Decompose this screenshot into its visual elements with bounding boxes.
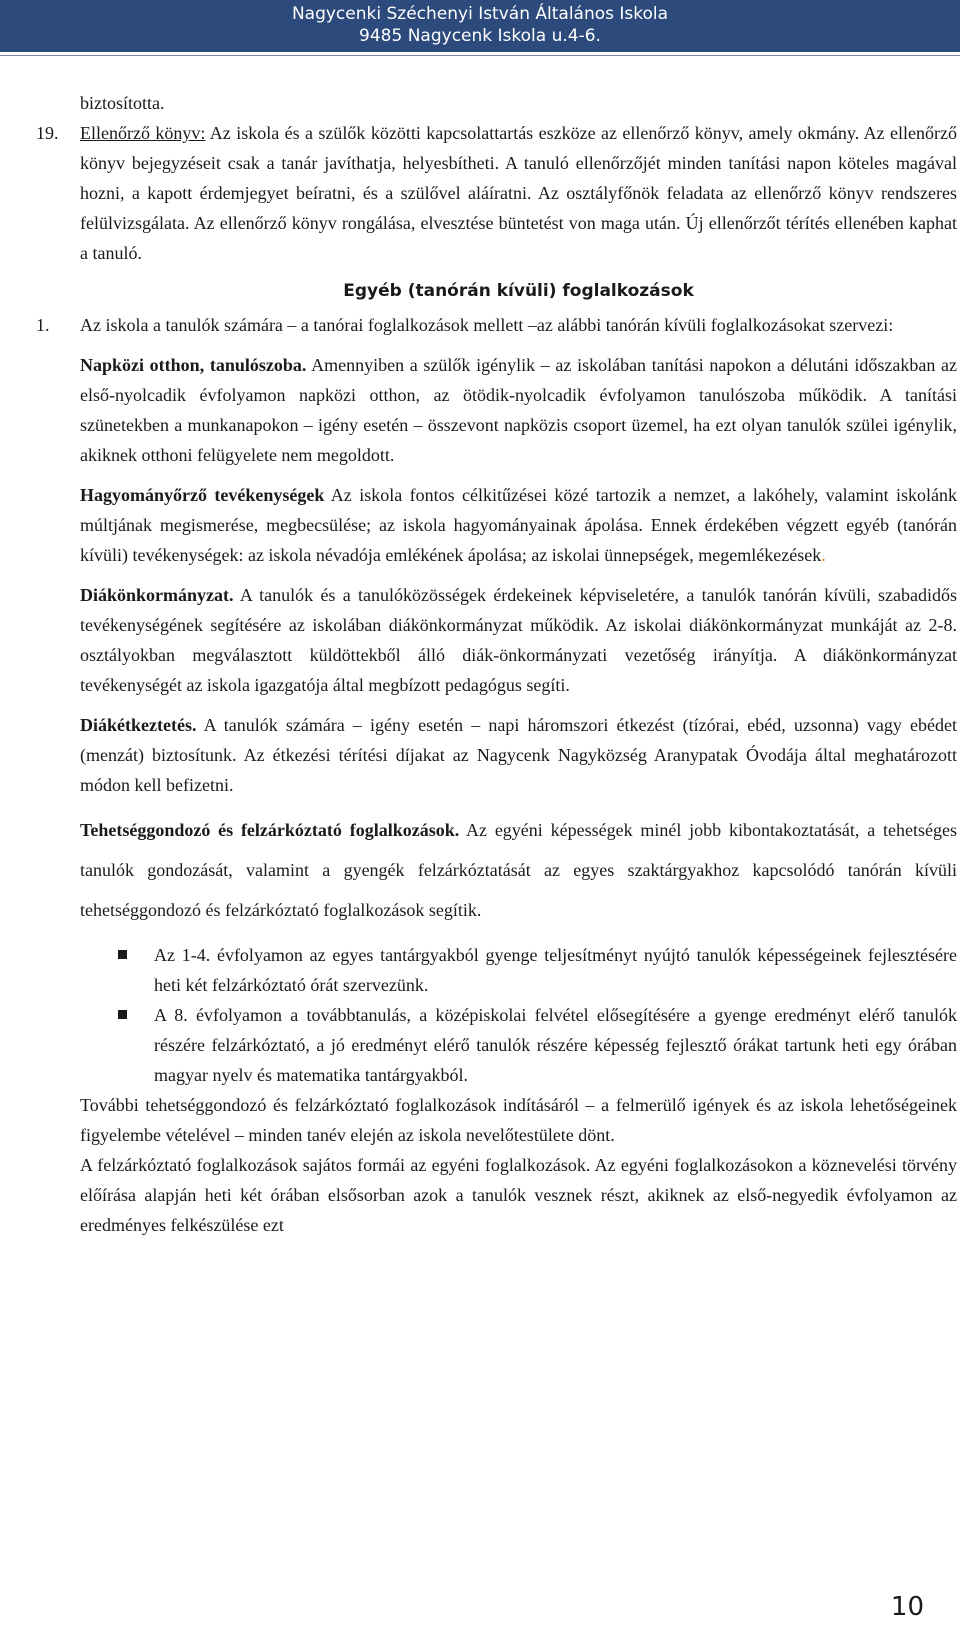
paragraph-hagyomany [80, 480, 957, 570]
paragraph-end-dot: . [821, 545, 826, 565]
paragraph-etkeztetes [80, 710, 957, 800]
item-text: Az iskola és a szülők közötti kapcsolattartás eszköze az ellenőrző könyv, amely okmány. Az ellenőrző könyv bejegyzéseit csak a tanár javíthatja, helyesbítheti. A tanuló ellenőrzőjét minden tanítási napon köteles magával hozni, a kapott érdemjegyet beíratni, és a szülővel aláíratni. Az osztályfőnök feladata az ellenőrző könyv rendszeres felülvizsgálata. Az ellenőrző könyv rongálása, elvesztése büntetést von maga után. Új ellenőrzőt térítés ellenében kaphat a tanuló. [80, 123, 957, 263]
section-heading: Egyéb (tanórán kívüli) foglalkozások [343, 281, 694, 301]
page-number: 10 [890, 1592, 924, 1622]
spacer [80, 340, 957, 350]
bullet-text: A 8. évfolyamon a továbbtanulás, a középiskolai felvétel elősegítésére a gyenge eredményt elérő tanulók részére felzárkóztató, a jó eredményt elérő tanulók részére képesség fejlesztő órákat tartunk heti egy órában magyar nyelv és matematika tantárgyakból. [154, 1005, 957, 1085]
spacer [80, 700, 957, 710]
paragraph-title: Hagyományőrző tevékenységek [80, 485, 325, 505]
paragraph-text: A tanulók számára – igény esetén – napi háromszori étkezést (tízórai, ebéd, uzsonna) vagy ebédet (menzát) biztosítunk. Az étkezési térítési díjakat az Nagycenk Nagyközség Aranypatak Óvodája által meghatározott módon kell befizetni. [80, 715, 957, 795]
paragraph-diakonkormanyzat [80, 580, 957, 700]
paragraph-text: Az egyéni képességek minél jobb kibontakoztatását, a tehetséges tanulók gondozását, valamint a gyengék felzárkóztatását az egyes szaktárgyakhoz kapcsolódó tanórán kívüli tehetséggondozó és felzárkóztató foglalkozások segítik. [80, 820, 957, 920]
paragraph-felzarkoztato: A felzárkóztató foglalkozások sajátos formái az egyéni foglalkozások. Az egyéni foglalkozásokon a köznevelési törvény előírása alapján heti két órában elsősorban azok a tanulók vesznek részt, akiknek az első-negyedik évfolyamon az eredményes felkészülése ezt [80, 1155, 957, 1235]
continuation-text: biztosította. [80, 93, 165, 113]
school-address: 9485 Nagycenk Iskola u.4-6. [359, 26, 601, 46]
spacer [80, 470, 957, 480]
paragraph-title: Diákétkeztetés. [80, 715, 197, 735]
list-item-1 [36, 310, 957, 340]
paragraph-napkozi [80, 350, 957, 470]
school-name: Nagycenki Széchenyi István Általános Iskola [291, 4, 669, 24]
list-item-19 [36, 118, 957, 268]
list-item [154, 940, 957, 1000]
paragraph-title: Napközi otthon, tanulószoba. [80, 355, 307, 375]
paragraph-text: Az iskola fontos célkitűzései közé tartozik a nemzet, a lakóhely, valamint iskolánk múltjának megismerése, megbecsülése; az iskola hagyományainak ápolása. Ennek érdekében végzett egyéb (tanórán kívüli) tevékenységek: az iskola névadója emlékének ápolása; az iskolai ünnepségek, megemlékezések [80, 485, 958, 565]
bullet-square-icon [118, 1010, 127, 1019]
document-body [36, 88, 958, 1240]
paragraph-text: Amennyiben a szülők igénylik – az iskolában tanítási napokon a délutáni időszakban az első-nyolcadik évfolyamon napközi otthon, az ötödik-nyolcadik évfolyamon tanulószoba működik. A tanítási szünetekben a munkanapokon – igény esetén – összevont napközis csoport üzemel, ha ezt olyan tanulók szülei igénylik, akiknek otthoni felügyelete nem megoldott. [80, 355, 958, 465]
spacer [80, 800, 957, 810]
bullet-square-icon [118, 950, 127, 959]
bullet-text: Az 1-4. évfolyamon az egyes tantárgyakból gyenge teljesítményt nyújtó tanulók képességeinek fejlesztésére heti két felzárkóztató órát szervezünk. [154, 945, 957, 995]
paragraph-title: Diákönkormányzat. [80, 585, 234, 605]
paragraph-tehetseg [80, 810, 957, 930]
paragraph-tovabbi: További tehetséggondozó és felzárkóztató foglalkozások indításáról – a felmerülő igények és az iskola lehetőségeinek figyelembe vételével – minden tanév elején az iskola nevelőtestülete dönt. [80, 1095, 957, 1145]
item-number: 19. [36, 123, 59, 143]
list-item [154, 1000, 957, 1090]
header-rule [0, 55, 960, 56]
page-header [0, 0, 960, 52]
spacer [80, 570, 957, 580]
paragraph-title: Tehetséggondozó és felzárkóztató foglalkozások. [80, 820, 460, 840]
item-term: Ellenőrző könyv: [80, 123, 206, 143]
item-text: Az iskola a tanulók számára – a tanórai foglalkozások mellett –az alábbi tanórán kívüli foglalkozásokat szervezi: [80, 315, 894, 335]
bullet-list [80, 940, 957, 1090]
item-number: 1. [36, 315, 50, 335]
spacer [80, 930, 957, 940]
paragraph-text: A tanulók és a tanulóközösségek érdekeinek képviseletére, a tanulók tanórán kívüli, szabadidős tevékenységének segítésére az iskolában diákönkormányzat működik. Az iskolai diákönkormányzat munkáját az 2-8. osztályokban megválasztott küldöttekből álló diák-önkormányzati vezetőség irányítja. A diákönkormányzat tevékenységét az iskola igazgatója által megbízott pedagógus segíti. [80, 585, 957, 695]
